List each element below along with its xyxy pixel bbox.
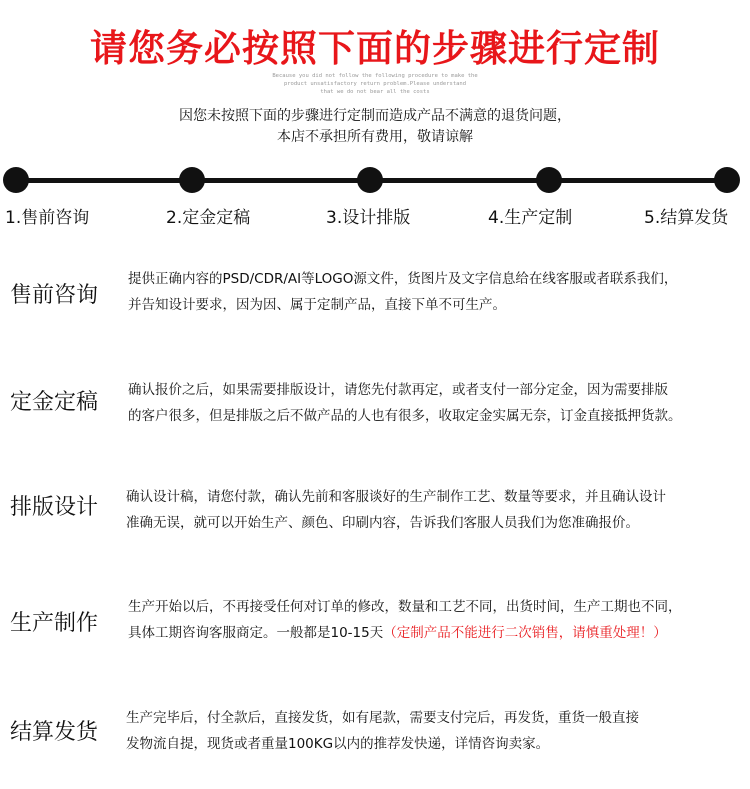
section-text xyxy=(128,594,748,646)
timeline-step-2: 2.定金定稿 xyxy=(166,208,251,228)
section-text-line-with-note xyxy=(128,620,748,646)
english-note-line: product unsatisfactory return problem.Please understand xyxy=(283,81,467,87)
section-text-line: 的客户很多，但是排版之后不做产品的人也有很多，收取定金实属无奈，订金直接抵押货款。 xyxy=(128,408,682,424)
english-note-line: that we do not bear all the costs xyxy=(320,89,430,95)
section-text-line: 提供正确内容的PSD/CDR/AI等LOGO源文件，货图片及文字信息给在线客服或者联系我们， xyxy=(128,271,678,287)
section-text-line: 准确无误，就可以开始生产、颜色、印刷内容，告诉我们客服人员我们为您准确报价。 xyxy=(126,515,639,531)
section-text-line: 生产完毕后，付全款后，直接发货，如有尾款，需要支付完后，再发货，重货一般直接 xyxy=(126,710,639,726)
timeline-step-1: 1.售前咨询 xyxy=(5,208,90,228)
section-title: 定金定稿 xyxy=(10,390,99,415)
chinese-note-line: 因您未按照下面的步骤进行定制而造成产品不满意的退货问题， xyxy=(179,108,571,124)
section-text-line: 确认报价之后，如果需要排版设计，请您先付款再定，或者支付一部分定金，因为需要排版 xyxy=(128,382,668,398)
section-text-line: 发物流自提，现货或者重量100KG以内的推荐发快递，详情咨询卖家。 xyxy=(126,736,550,752)
section-text-line: 确认设计稿，请您付款，确认先前和客服谈好的生产制作工艺、数量等要求，并且确认设计 xyxy=(126,489,666,505)
chinese-note-line: 本店不承担所有费用，敬请谅解 xyxy=(277,129,473,145)
timeline-dot-1 xyxy=(3,167,29,193)
timeline-dot-4 xyxy=(536,167,562,193)
timeline-dot-2 xyxy=(179,167,205,193)
section-text xyxy=(126,705,746,757)
section-text xyxy=(128,377,748,429)
timeline-dot-3 xyxy=(357,167,383,193)
english-note-line: Because you did not follow the following procedure to make the xyxy=(272,73,478,79)
timeline-step-4: 4.生产定制 xyxy=(488,208,573,228)
timeline-dot-5 xyxy=(714,167,740,193)
english-note xyxy=(0,72,750,96)
section-text-line: 并告知设计要求，因为因、属于定制产品，直接下单不可生产。 xyxy=(128,297,506,313)
section-title: 结算发货 xyxy=(10,720,99,745)
timeline-step-5: 5.结算发货 xyxy=(644,208,729,228)
timeline-step-3: 3.设计排版 xyxy=(326,208,411,228)
section-title: 排版设计 xyxy=(10,495,99,520)
section-title: 生产制作 xyxy=(10,611,99,636)
section-title: 售前咨询 xyxy=(10,283,99,308)
process-timeline xyxy=(0,166,750,236)
section-text xyxy=(126,484,746,536)
section-text-line: 生产开始以后，不再接受任何对订单的修改，数量和工艺不同，出货时间，生产工期也不同， xyxy=(128,599,682,615)
warning-note: （定制产品不能进行二次销售，请慎重处理！） xyxy=(383,625,667,641)
section-text xyxy=(128,266,748,318)
section-text-span: 具体工期咨询客服商定。一般都是10-15天 xyxy=(128,625,384,641)
chinese-note xyxy=(0,106,750,148)
page-title: 请您务必按照下面的步骤进行定制 xyxy=(90,27,660,70)
